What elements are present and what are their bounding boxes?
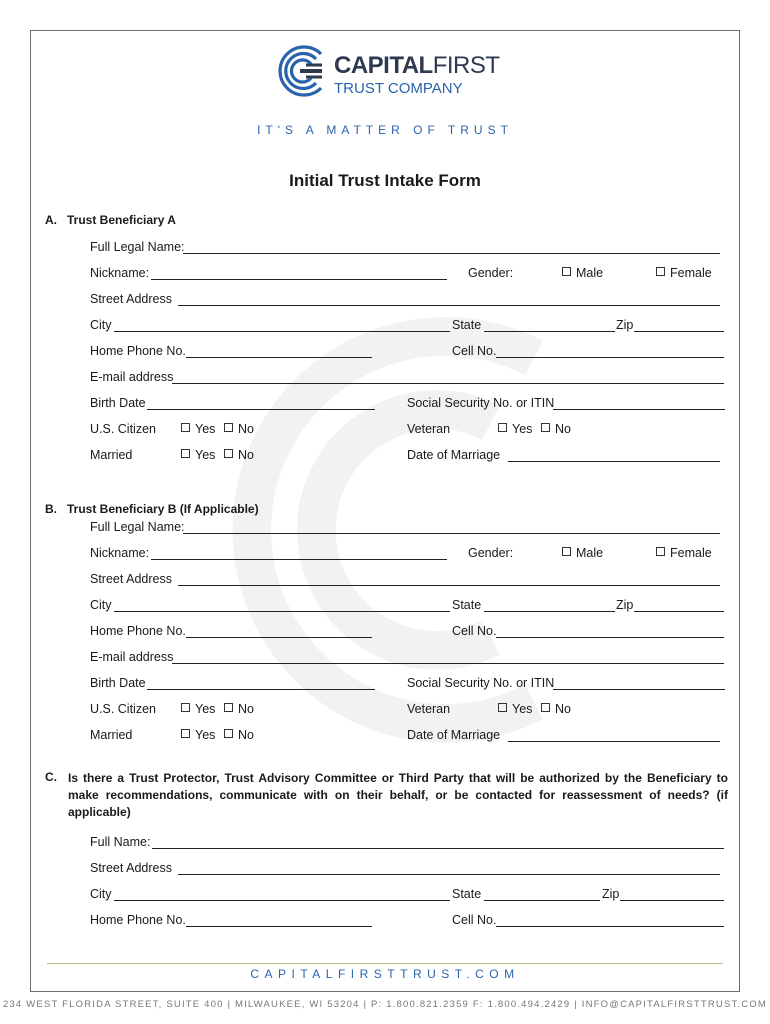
a-citizen-no-label: No	[238, 422, 254, 436]
b-street-row	[90, 572, 726, 590]
checkbox-icon[interactable]	[498, 423, 507, 432]
b-marriage-date-label: Date of Marriage	[407, 728, 501, 742]
a-nickname-row	[90, 266, 726, 284]
b-veteran-yes[interactable]	[498, 702, 532, 716]
a-marriage-date-line[interactable]	[508, 461, 720, 462]
b-birth-date-line[interactable]	[147, 689, 375, 690]
c-phone-row	[90, 913, 726, 931]
a-male-label: Male	[576, 266, 604, 280]
c-full-name-line[interactable]	[152, 848, 724, 849]
b-gender-label: Gender:	[468, 546, 514, 560]
b-male-option[interactable]	[562, 546, 603, 560]
b-city-label: City	[90, 598, 112, 612]
c-zip-field[interactable]	[602, 887, 724, 905]
brand-name	[334, 52, 500, 80]
c-home-phone-line[interactable]	[186, 926, 372, 927]
b-nickname-label: Nickname:	[90, 546, 150, 560]
checkbox-icon[interactable]	[224, 423, 233, 432]
section-c-letter: C.	[45, 770, 57, 784]
a-citizen-no[interactable]	[224, 422, 254, 436]
brand-name-bold: CAPITAL	[334, 52, 433, 79]
a-married-label: Married	[90, 448, 133, 462]
a-street-field[interactable]	[90, 292, 720, 310]
footer-address: 234 WEST FLORIDA STREET, SUITE 400 | MILWAUKEE, WI 53204 | P: 1.800.821.2359 F: 1.800.494.2429 | INFO@CAPITALFIRSTTRUST.COM	[2, 999, 768, 1010]
b-home-phone-field[interactable]	[90, 624, 372, 642]
b-married-label: Married	[90, 728, 133, 742]
a-ssn-label: Social Security No. or ITIN	[407, 396, 555, 410]
b-married-no-label: No	[238, 728, 254, 742]
a-city-label: City	[90, 318, 112, 332]
b-marriage-date-line[interactable]	[508, 741, 720, 742]
b-zip-field[interactable]	[616, 598, 724, 616]
footer-website: CAPITALFIRSTTRUST.COM	[250, 967, 520, 981]
a-nickname-line[interactable]	[151, 279, 447, 280]
checkbox-icon[interactable]	[181, 423, 190, 432]
c-state-label: State	[452, 887, 482, 901]
b-married-no[interactable]	[224, 728, 254, 742]
c-street-label: Street Address	[90, 861, 172, 875]
a-cell-line[interactable]	[496, 357, 724, 358]
checkbox-icon[interactable]	[224, 449, 233, 458]
b-home-phone-line[interactable]	[186, 637, 372, 638]
a-full-name-label: Full Legal Name:	[90, 240, 185, 254]
b-citizen-yes-label: Yes	[195, 702, 216, 716]
a-citizen-yes[interactable]	[181, 422, 215, 436]
a-state-label: State	[452, 318, 482, 332]
brand-name-light: FIRST	[432, 52, 500, 79]
b-street-line[interactable]	[178, 585, 720, 586]
a-email-line[interactable]	[172, 383, 724, 384]
c-street-line[interactable]	[178, 874, 720, 875]
b-home-phone-label: Home Phone No.	[90, 624, 186, 638]
b-veteran-no-label: No	[555, 702, 571, 716]
b-birth-date-field[interactable]	[90, 676, 375, 694]
b-citizen-no-label: No	[238, 702, 254, 716]
section-a-title: Trust Beneficiary A	[67, 213, 176, 227]
b-full-name-line[interactable]	[183, 533, 720, 534]
company-logo	[272, 42, 512, 102]
a-birth-date-field[interactable]	[90, 396, 375, 414]
a-male-option[interactable]	[562, 266, 603, 280]
b-street-field[interactable]	[90, 572, 720, 590]
a-full-name-field[interactable]	[90, 240, 720, 258]
a-phone-row	[90, 344, 726, 362]
a-nickname-label: Nickname:	[90, 266, 150, 280]
a-cell-field[interactable]	[452, 344, 724, 362]
checkbox-icon[interactable]	[181, 449, 190, 458]
b-female-label: Female	[670, 546, 712, 560]
b-state-label: State	[452, 598, 482, 612]
a-cell-label: Cell No.	[452, 344, 497, 358]
logo-mark-icon	[272, 42, 330, 100]
b-email-line[interactable]	[172, 663, 724, 664]
c-city-line[interactable]	[114, 900, 450, 901]
c-zip-line[interactable]	[620, 900, 724, 901]
c-street-field[interactable]	[90, 861, 720, 879]
a-street-label: Street Address	[90, 292, 172, 306]
b-veteran-yes-label: Yes	[512, 702, 533, 716]
b-email-field[interactable]	[90, 650, 724, 668]
checkbox-icon[interactable]	[562, 547, 571, 556]
a-birth-row	[90, 396, 726, 414]
a-female-label: Female	[670, 266, 712, 280]
b-marriage-date-field[interactable]	[407, 728, 720, 746]
a-veteran-yes-label: Yes	[512, 422, 533, 436]
a-zip-label: Zip	[616, 318, 634, 332]
b-nickname-row	[90, 546, 726, 564]
a-nickname-field[interactable]	[90, 266, 447, 284]
a-citizen-row	[90, 422, 726, 440]
c-city-label: City	[90, 887, 112, 901]
c-home-phone-label: Home Phone No.	[90, 913, 186, 927]
b-veteran-label: Veteran	[407, 702, 451, 716]
a-email-row	[90, 370, 726, 388]
a-citizen-yes-label: Yes	[195, 422, 216, 436]
section-c-question: Is there a Trust Protector, Trust Advisory Committee or Third Party that will be authorized by the Beneficiary to make recommendations, communicate with on their behalf, or be contacted for reassessment of needs? (if applicable)	[68, 771, 728, 819]
tagline: IT'S A MATTER OF TRUST	[257, 123, 513, 137]
checkbox-icon[interactable]	[498, 703, 507, 712]
a-ssn-field[interactable]	[407, 396, 725, 414]
c-full-name-field[interactable]	[90, 835, 724, 853]
section-b-heading	[45, 502, 259, 516]
b-city-line[interactable]	[114, 611, 450, 612]
b-married-yes[interactable]	[181, 728, 215, 742]
form-title: Initial Trust Intake Form	[289, 171, 481, 190]
a-state-field[interactable]	[452, 318, 615, 336]
b-state-field[interactable]	[452, 598, 615, 616]
checkbox-icon[interactable]	[541, 423, 550, 432]
b-married-row	[90, 728, 726, 746]
a-home-phone-field[interactable]	[90, 344, 372, 362]
a-married-row	[90, 448, 726, 466]
c-zip-label: Zip	[602, 887, 620, 901]
a-marriage-date-field[interactable]	[407, 448, 720, 466]
b-citizen-yes[interactable]	[181, 702, 215, 716]
a-married-no-label: No	[238, 448, 254, 462]
b-cell-line[interactable]	[496, 637, 724, 638]
section-a-heading	[45, 213, 176, 227]
b-zip-line[interactable]	[634, 611, 724, 612]
a-email-field[interactable]	[90, 370, 724, 388]
a-street-row	[90, 292, 726, 310]
a-veteran-yes[interactable]	[498, 422, 532, 436]
c-city-row	[90, 887, 726, 905]
b-citizen-row	[90, 702, 726, 720]
b-citizen-no[interactable]	[224, 702, 254, 716]
b-nickname-field[interactable]	[90, 546, 447, 564]
b-cell-field[interactable]	[452, 624, 724, 642]
b-street-label: Street Address	[90, 572, 172, 586]
a-city-row	[90, 318, 726, 336]
c-full-name-label: Full Name:	[90, 835, 151, 849]
a-city-field[interactable]	[90, 318, 450, 336]
section-b-title: Trust Beneficiary B (If Applicable)	[67, 502, 259, 516]
checkbox-icon[interactable]	[224, 703, 233, 712]
b-nickname-line[interactable]	[151, 559, 447, 560]
b-birth-date-label: Birth Date	[90, 676, 146, 690]
b-married-yes-label: Yes	[195, 728, 216, 742]
checkbox-icon[interactable]	[656, 547, 665, 556]
a-veteran-no[interactable]	[541, 422, 571, 436]
a-married-no[interactable]	[224, 448, 254, 462]
a-home-phone-label: Home Phone No.	[90, 344, 186, 358]
b-birth-row	[90, 676, 726, 694]
b-citizen-label: U.S. Citizen	[90, 702, 156, 716]
a-full-name-row	[90, 240, 726, 258]
a-citizen-label: U.S. Citizen	[90, 422, 156, 436]
b-ssn-label: Social Security No. or ITIN	[407, 676, 555, 690]
b-ssn-field[interactable]	[407, 676, 725, 694]
b-female-option[interactable]	[656, 546, 712, 560]
checkbox-icon[interactable]	[181, 703, 190, 712]
a-birth-date-line[interactable]	[147, 409, 375, 410]
c-city-field[interactable]	[90, 887, 450, 905]
c-home-phone-field[interactable]	[90, 913, 372, 931]
b-full-name-row	[90, 520, 726, 538]
checkbox-icon[interactable]	[224, 729, 233, 738]
a-street-line[interactable]	[178, 305, 720, 306]
a-full-name-line[interactable]	[183, 253, 720, 254]
a-zip-line[interactable]	[634, 331, 724, 332]
b-full-name-label: Full Legal Name:	[90, 520, 185, 534]
checkbox-icon[interactable]	[181, 729, 190, 738]
a-zip-field[interactable]	[616, 318, 724, 336]
c-state-field[interactable]	[452, 887, 600, 905]
a-state-line[interactable]	[484, 331, 615, 332]
b-full-name-field[interactable]	[90, 520, 720, 538]
checkbox-icon[interactable]	[562, 267, 571, 276]
c-cell-label: Cell No.	[452, 913, 497, 927]
a-email-label: E-mail address	[90, 370, 174, 384]
b-city-field[interactable]	[90, 598, 450, 616]
a-marriage-date-label: Date of Marriage	[407, 448, 501, 462]
b-ssn-line[interactable]	[553, 689, 725, 690]
brand-subtitle: TRUST COMPANY	[334, 80, 463, 97]
b-male-label: Male	[576, 546, 604, 560]
a-ssn-line[interactable]	[553, 409, 725, 410]
checkbox-icon[interactable]	[656, 267, 665, 276]
footer-divider	[47, 963, 723, 964]
section-a-letter: A.	[45, 213, 57, 227]
a-veteran-label: Veteran	[407, 422, 451, 436]
a-gender-label: Gender:	[468, 266, 514, 280]
a-female-option[interactable]	[656, 266, 712, 280]
b-email-row	[90, 650, 726, 668]
c-cell-field[interactable]	[452, 913, 724, 931]
a-home-phone-line[interactable]	[186, 357, 372, 358]
b-cell-label: Cell No.	[452, 624, 497, 638]
c-cell-line[interactable]	[496, 926, 724, 927]
a-city-line[interactable]	[114, 331, 450, 332]
c-full-name-row	[90, 835, 726, 853]
a-married-yes[interactable]	[181, 448, 215, 462]
b-state-line[interactable]	[484, 611, 615, 612]
b-email-label: E-mail address	[90, 650, 174, 664]
section-b-letter: B.	[45, 502, 57, 516]
b-phone-row	[90, 624, 726, 642]
a-veteran-no-label: No	[555, 422, 571, 436]
c-state-line[interactable]	[484, 900, 600, 901]
b-city-row	[90, 598, 726, 616]
c-street-row	[90, 861, 726, 879]
a-birth-date-label: Birth Date	[90, 396, 146, 410]
checkbox-icon[interactable]	[541, 703, 550, 712]
b-veteran-no[interactable]	[541, 702, 571, 716]
a-married-yes-label: Yes	[195, 448, 216, 462]
b-zip-label: Zip	[616, 598, 634, 612]
